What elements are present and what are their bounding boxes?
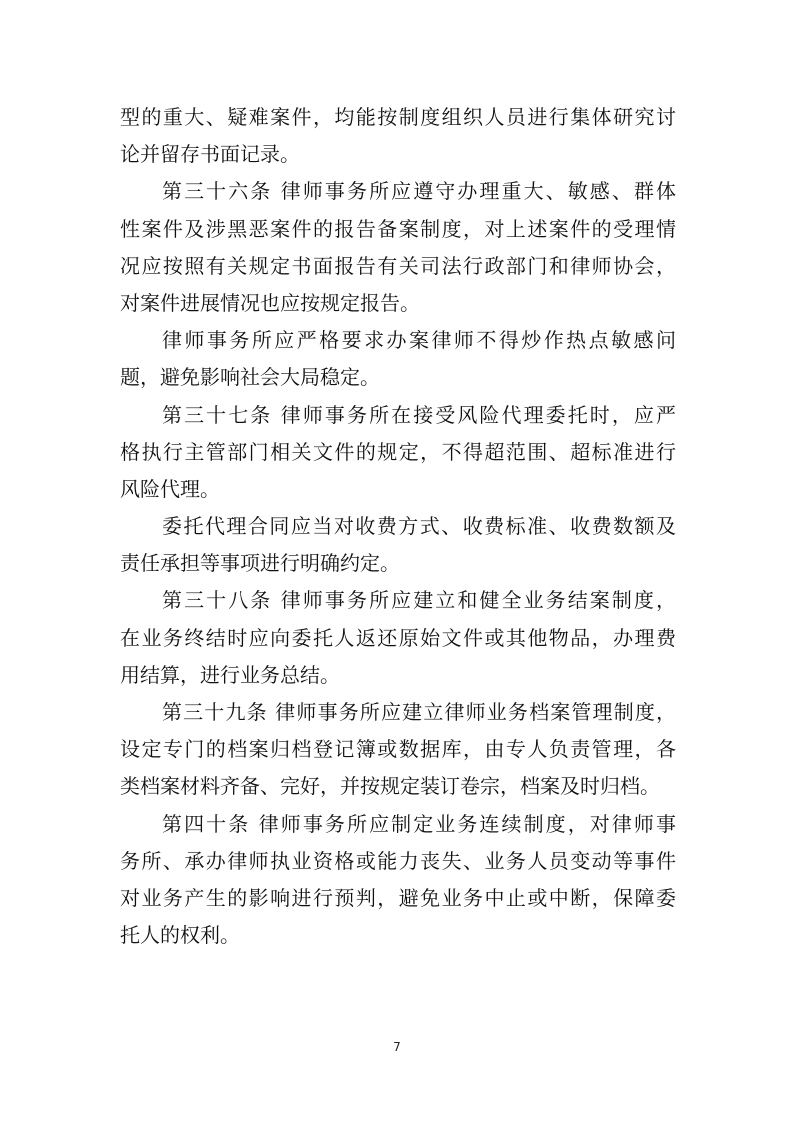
text-line: 型的重大、疑难案件，均能按制度组织人员进行集体研究讨 <box>120 105 676 129</box>
text-line: 责任承担等事项进行明确约定。 <box>120 551 400 576</box>
text-line: 律师事务所应严格要求办案律师不得炒作热点敏感问 <box>162 328 676 353</box>
text-line: 性案件及涉黑恶案件的报告备案制度，对上述案件的受理情 <box>120 216 676 241</box>
text-line: 第三十八条 律师事务所应建立和健全业务结案制度， <box>162 588 676 613</box>
text-line: 对案件进展情况也应按规定报告。 <box>120 290 420 315</box>
text-line: 在业务终结时应向委托人返还原始文件或其他物品，办理费 <box>120 625 676 650</box>
text-line: 委托代理合同应当对收费方式、收费标准、收费数额及 <box>162 514 676 539</box>
text-line: 第三十九条 律师事务所应建立律师业务档案管理制度， <box>162 700 676 724</box>
paragraph-article-37 <box>120 397 676 509</box>
text-line: 第四十条 律师事务所应制定业务连续制度，对律师事 <box>162 811 676 836</box>
text-line: 风险代理。 <box>120 476 220 501</box>
text-line: 务所、承办律师执业资格或能力丧失、业务人员变动等事件 <box>120 848 676 873</box>
document-body <box>120 99 676 954</box>
paragraph-article-40 <box>120 806 676 955</box>
text-line: 第三十六条 律师事务所应遵守办理重大、敏感、群体 <box>162 179 676 204</box>
paragraph-contract-fees <box>120 508 676 582</box>
page-number: 7 <box>393 1040 401 1054</box>
text-line: 托人的权利。 <box>120 923 240 948</box>
text-line: 第三十七条 律师事务所在接受风险代理委托时，应严 <box>162 402 676 427</box>
paragraph-article-38 <box>120 582 676 694</box>
paragraph-article-36 <box>120 173 676 322</box>
text-line: 设定专门的档案归档登记簿或数据库，由专人负责管理，各 <box>120 737 676 762</box>
text-line: 类档案材料齐备、完好，并按规定装订卷宗，档案及时归档。 <box>120 774 660 799</box>
paragraph-hot-topics <box>120 322 676 396</box>
text-line: 用结算，进行业务总结。 <box>120 662 340 687</box>
paragraph-article-39 <box>120 694 676 806</box>
text-line: 况应按照有关规定书面报告有关司法行政部门和律师协会， <box>120 253 676 278</box>
text-line: 题，避免影响社会大局稳定。 <box>120 365 380 390</box>
text-line: 对业务产生的影响进行预判，避免业务中止或中断，保障委 <box>120 885 676 910</box>
text-line: 论并留存书面记录。 <box>120 142 300 167</box>
text-line: 格执行主管部门相关文件的规定，不得超范围、超标准进行 <box>120 439 676 464</box>
paragraph-1 <box>120 99 676 173</box>
